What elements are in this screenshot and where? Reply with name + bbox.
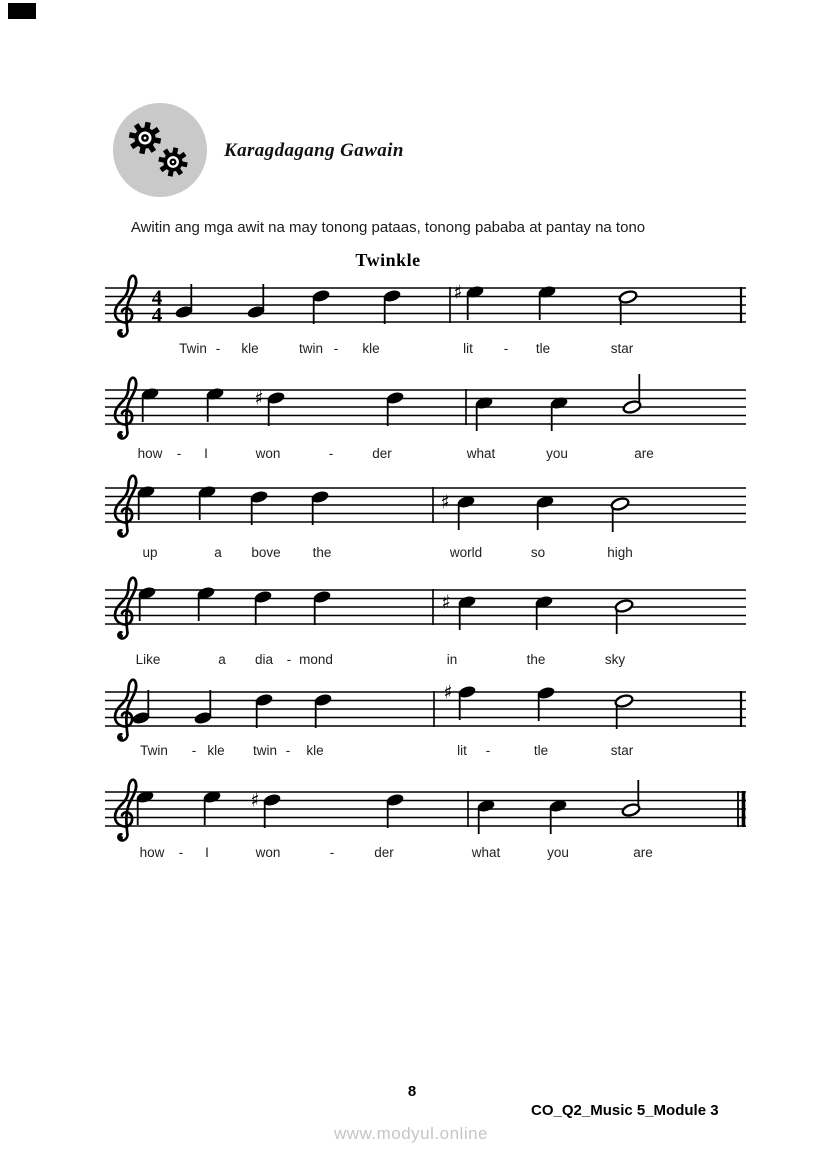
lyric-syllable: star — [610, 743, 634, 758]
lyric-syllable: Twin — [140, 743, 168, 758]
clef-stroke — [115, 276, 136, 331]
quarter-note — [193, 690, 212, 725]
quarter-note — [549, 396, 568, 431]
section-title: Karagdagang Gawain — [224, 140, 404, 161]
quarter-note — [136, 485, 155, 520]
quarter-note — [310, 490, 329, 525]
song-title: Twinkle — [355, 250, 421, 270]
quarter-note — [453, 282, 484, 321]
lyric-syllable: lit — [457, 743, 467, 758]
lyric-syllable: you — [547, 845, 569, 860]
quarter-note — [537, 285, 556, 320]
clef-stroke — [115, 578, 136, 633]
lyric-syllable: how — [137, 446, 163, 461]
lyric-syllable: so — [530, 545, 546, 560]
note-head — [621, 803, 640, 818]
half-note — [618, 290, 637, 325]
sharp-accidental: ♯ — [441, 591, 451, 614]
quarter-note — [535, 495, 554, 530]
lyric-syllable: what — [471, 845, 501, 860]
gear-hub-hole — [172, 161, 174, 163]
staff — [105, 680, 746, 758]
treble-clef-icon — [115, 378, 136, 439]
lyric-syllable: what — [466, 446, 496, 461]
lyric-syllable: - — [329, 845, 335, 860]
lyric-syllable: Like — [135, 652, 161, 667]
lyric-syllable: - — [285, 743, 291, 758]
lyric-syllable: - — [328, 446, 334, 461]
lyric-syllable: star — [610, 341, 634, 356]
staff — [105, 374, 746, 461]
sharp-accidental: ♯ — [440, 491, 450, 514]
sharp-accidental: ♯ — [254, 387, 264, 410]
sharp-accidental: ♯ — [250, 789, 260, 812]
lyric-syllable: kle — [306, 743, 324, 758]
staff — [105, 476, 746, 560]
half-note — [610, 497, 629, 532]
lyric-syllable: - — [485, 743, 491, 758]
quarter-note — [382, 289, 401, 324]
instruction-text: Awitin ang mga awit na may tonong pataas, tonong pababa at pantay na tono — [130, 219, 646, 236]
lyric-syllable: you — [546, 446, 568, 461]
clef-dot — [118, 434, 123, 439]
clef-stroke — [115, 780, 136, 835]
quarter-note — [474, 396, 493, 431]
sharp-accidental: ♯ — [443, 681, 453, 704]
lyric-syllable: are — [633, 845, 653, 860]
half-note — [622, 374, 641, 414]
quarter-note — [311, 289, 330, 324]
quarter-note — [249, 490, 268, 525]
lyric-syllable: lit — [463, 341, 473, 356]
clef-dot — [118, 532, 123, 537]
lyric-syllable: - — [178, 845, 184, 860]
lyric-syllable: dia — [254, 652, 274, 667]
lyric-syllable: world — [449, 545, 483, 560]
clef-stroke — [115, 378, 136, 433]
half-note — [614, 599, 633, 634]
quarter-note — [135, 790, 154, 825]
time-signature — [152, 286, 163, 328]
staff — [105, 578, 746, 667]
clef-stroke — [115, 680, 136, 735]
lyric-syllable: are — [634, 446, 654, 461]
lyric-syllable: twin — [298, 341, 324, 356]
staff — [105, 780, 746, 860]
clef-dot — [118, 836, 123, 841]
lyric-syllable: the — [312, 545, 332, 560]
note-head — [610, 497, 629, 512]
lyric-syllable: mond — [299, 652, 333, 667]
clef-dot — [118, 736, 123, 741]
lyric-syllable: - — [333, 341, 339, 356]
note-head — [622, 400, 641, 415]
lyric-syllable: tle — [535, 341, 551, 356]
sharp-accidental: ♯ — [453, 281, 463, 304]
quarter-note — [254, 693, 273, 728]
gear-hub-hole — [144, 137, 147, 140]
lyric-syllable: - — [503, 341, 509, 356]
lyric-syllable: a — [218, 652, 226, 667]
lyric-syllable: kle — [241, 341, 259, 356]
lyric-syllable: - — [176, 446, 182, 461]
lyric-syllable: tle — [533, 743, 549, 758]
clef-stroke — [115, 476, 136, 531]
lyric-syllable: twin — [252, 743, 278, 758]
lyric-syllable: kle — [207, 743, 225, 758]
gears-icon — [113, 103, 207, 197]
quarter-note — [536, 686, 555, 721]
quarter-note — [476, 799, 495, 834]
half-note — [614, 694, 633, 729]
quarter-note — [548, 799, 567, 834]
page-number: 8 — [407, 1083, 417, 1100]
lyric-syllable: bove — [251, 545, 281, 560]
quarter-note — [385, 793, 404, 828]
lyric-syllable: der — [372, 446, 392, 461]
treble-clef-icon — [115, 276, 136, 337]
half-note — [621, 780, 640, 817]
icon-circle — [113, 103, 207, 197]
lyric-syllable: - — [191, 743, 197, 758]
treble-clef-icon — [115, 680, 136, 741]
time-sig-bottom: 4 — [151, 303, 163, 327]
note-head — [614, 694, 633, 709]
lyric-syllable: the — [526, 652, 546, 667]
quarter-note — [197, 485, 216, 520]
quarter-note — [440, 492, 475, 531]
lyric-syllable: up — [142, 545, 158, 560]
lyric-syllable: high — [607, 545, 633, 560]
watermark: www.modyul.online — [334, 1124, 489, 1143]
time-sig-top: 4 — [151, 285, 163, 310]
lyric-syllable: - — [286, 652, 292, 667]
lyric-syllable: kle — [362, 341, 380, 356]
note-head — [618, 290, 637, 305]
note-head — [614, 599, 633, 614]
lyric-syllable: in — [446, 652, 458, 667]
quarter-note — [202, 790, 221, 825]
lyric-syllable: I — [205, 845, 209, 860]
quarter-note — [140, 387, 159, 422]
treble-clef-icon — [115, 476, 136, 537]
staff — [105, 276, 746, 356]
treble-clef-icon — [115, 780, 136, 841]
clef-dot — [118, 634, 123, 639]
lyric-syllable: won — [255, 845, 281, 860]
lyric-syllable: won — [255, 446, 281, 461]
quarter-note — [313, 693, 332, 728]
lyric-syllable: I — [204, 446, 208, 461]
treble-clef-icon — [115, 578, 136, 639]
module-code: CO_Q2_Music 5_Module 3 — [531, 1102, 719, 1119]
lyric-syllable: sky — [604, 652, 626, 667]
lyric-syllable: how — [139, 845, 165, 860]
lyric-syllable: der — [374, 845, 394, 860]
lyric-syllable: a — [214, 545, 222, 560]
lyric-syllable: - — [215, 341, 221, 356]
lyric-syllable: Twin — [179, 341, 207, 356]
quarter-note — [205, 387, 224, 422]
clef-dot — [118, 332, 123, 337]
quarter-note — [385, 391, 404, 426]
